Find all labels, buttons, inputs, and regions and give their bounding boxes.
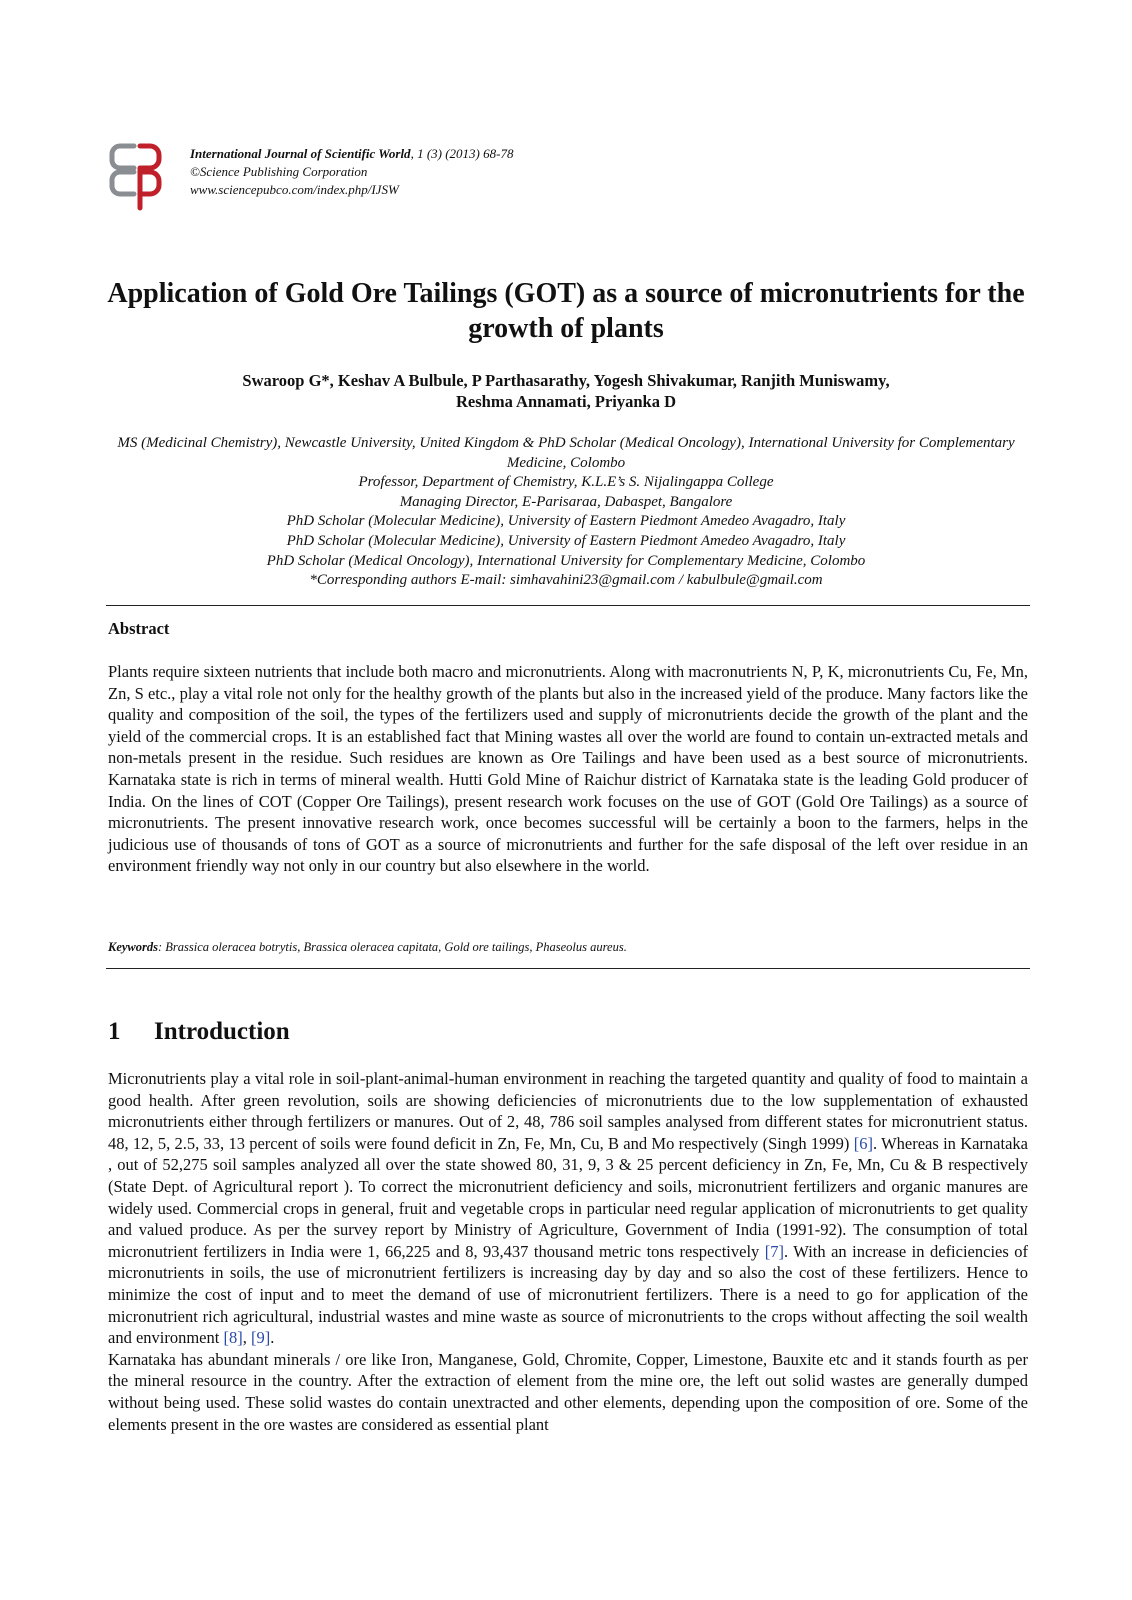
intro-text-c: . With an increase in deficiencies of micronutrients in soils, the use of micronutrient fertilizers is increasing day by day and so also the cost of these fertilizers. Hence to minimize the cost of input and to meet the demand of use of micronutrient fertilizers. There is a need to go for application of the micronutrient rich agricultural, industrial wastes and mine waste as source of micronutrients to the crops without affecting the soil wealth and environment	[108, 1241, 1028, 1348]
paper-title: Application of Gold Ore Tailings (GOT) as a source of micronutrients for the growth of plants	[107, 278, 1025, 344]
section-title: Introduction	[154, 1018, 290, 1045]
affiliation-3: Managing Director, E-Parisaraa, Dabaspet, Bangalore	[399, 493, 733, 510]
citation-8[interactable]: [8]	[223, 1328, 243, 1348]
intro-text-d: ,	[242, 1328, 251, 1348]
intro-text-b: . Whereas in Karnataka , out of 52,275 soil samples analyzed all over the state showed 80, 31, 9, 3 & 25 percent deficiency in Zn, Fe, Mn, Cu & B respectively (State Dept. of Agricultural report ). To correct the micronutrient deficiency and soils, micronutrient fertilizers and organic manures are widely used. Commercial crops in general, fruit and vegetable crops in particular need regular application of micronutrients to get quality and valued produce. As per the survey report by Ministry of Agriculture, Government of India (1991-92). The consumption of total micronutrient fertilizers in India were 1, 66,225 and 8, 93,437 thousand metric tons respectively	[108, 1133, 1028, 1261]
affiliation-4: PhD Scholar (Molecular Medicine), University of Eastern Piedmont Amedeo Avagadro, Italy	[286, 513, 846, 530]
affiliation-2: Professor, Department of Chemistry, K.L.E’s S. Nijalingappa College	[358, 474, 774, 491]
abstract-text: Plants require sixteen nutrients that include both macro and micronutrients. Along with macronutrients N, P, K, micronutrients Cu, Fe, Mn, Zn, S etc., play a vital role not only for the healthy growth of the plants but also in the increased yield of the produce. Many factors like the quality and composition of the soil, the types of the fertilizers used and supply of micronutrients decide the growth of the plant and the yield of the commercial crops. It is an established fact that Mining wastes all over the world are found to contain un-extracted metals and non-metals present in the residue. Such residues are known as Ore Tailings and have been used as a best source of micronutrients. Karnataka state is rich in terms of mineral wealth. Hutti Gold Mine of Raichur district of Karnataka state is the leading Gold producer of India. On the lines of COT (Copper Ore Tailings), present research work focuses on the use of GOT (Gold Ore Tailings) as a source of micronutrients. The present innovative research work, once becomes successful will be certainly a boon to the farmers, helps in the judicious use of thousands of tons of GOT as a source of micronutrients and further for the safe disposal of the left over residue in an environment friendly way not only in our country but also elsewhere in the world.	[108, 662, 1028, 876]
authors-line-1: Swaroop G*, Keshav A Bulbule, P Parthasarathy, Yogesh Shivakumar, Ranjith Muniswamy,	[242, 371, 890, 390]
affiliation-1: MS (Medicinal Chemistry), Newcastle University, United Kingdom & PhD Scholar (Medical Oncology), International University for Complementary Medicine, Colombo	[117, 435, 1015, 471]
spc-logo-icon	[108, 142, 164, 212]
introduction-body	[108, 1068, 1028, 1435]
affiliation-6: PhD Scholar (Medical Oncology), International University for Complementary Medicine, Colombo	[266, 552, 866, 569]
keywords-text: Brassica oleracea botrytis, Brassica oleracea capitata, Gold ore tailings, Phaseolus aureus.	[165, 940, 627, 954]
corresponding-email: *Corresponding authors E-mail: simhavahini23@gmail.com / kabulbule@gmail.com	[309, 572, 823, 589]
journal-citation	[190, 145, 513, 163]
section-heading	[108, 1018, 290, 1046]
keywords-label: Keywords	[108, 940, 158, 954]
affiliations	[100, 434, 1032, 591]
affiliation-5: PhD Scholar (Molecular Medicine), University of Eastern Piedmont Amedeo Avagadro, Italy	[286, 532, 846, 549]
keywords-sep: :	[158, 940, 166, 954]
intro-text-e: .	[270, 1328, 275, 1348]
divider-top	[106, 605, 1030, 606]
citation-9[interactable]: [9]	[250, 1328, 271, 1348]
citation-6[interactable]: [6]	[853, 1133, 873, 1153]
divider-bottom	[106, 968, 1030, 969]
journal-info	[190, 145, 513, 199]
abstract-heading: Abstract	[108, 619, 170, 638]
author-list	[100, 370, 1032, 412]
section-number: 1	[108, 1018, 121, 1045]
intro-text-a: Micronutrients play a vital role in soil-plant-animal-human environment in reaching the targeted quantity and quality of food to maintain a good health. After green revolution, soils are showing deficiencies of micronutrients due to the low supplementation of exhausted micronutrients either through fertilizers or manures. Out of 2, 48, 786 soil samples analysed from different states for micronutrient status. 48, 12, 5, 2.5, 33, 13 percent of soils were found deficit in Zn, Fe, Mn, Cu, B and Mo respectively (Singh 1999)	[108, 1069, 1028, 1153]
journal-header	[108, 142, 808, 212]
journal-name: International Journal of Scientific World	[190, 146, 411, 161]
journal-url[interactable]: www.sciencepubco.com/index.php/IJSW	[190, 182, 399, 197]
journal-issue: , 1 (3) (2013) 68-78	[410, 146, 514, 161]
authors-line-2: Reshma Annamati, Priyanka D	[455, 392, 677, 411]
publisher: ©Science Publishing Corporation	[190, 164, 368, 179]
citation-7[interactable]: [7]	[764, 1241, 784, 1261]
keywords	[108, 940, 627, 955]
intro-paragraph-1	[108, 1068, 1028, 1349]
intro-paragraph-2: Karnataka has abundant minerals / ore like Iron, Manganese, Gold, Chromite, Copper, Limestone, Bauxite etc and it stands fourth as per the mineral resource in the country. After the extraction of element from the mine ore, the left out solid wastes are generally dumped without being used. These solid wastes do contain unextracted and other elements, depending upon the composition of ore. Some of the elements present in the ore wastes are considered as essential plant	[108, 1349, 1028, 1434]
